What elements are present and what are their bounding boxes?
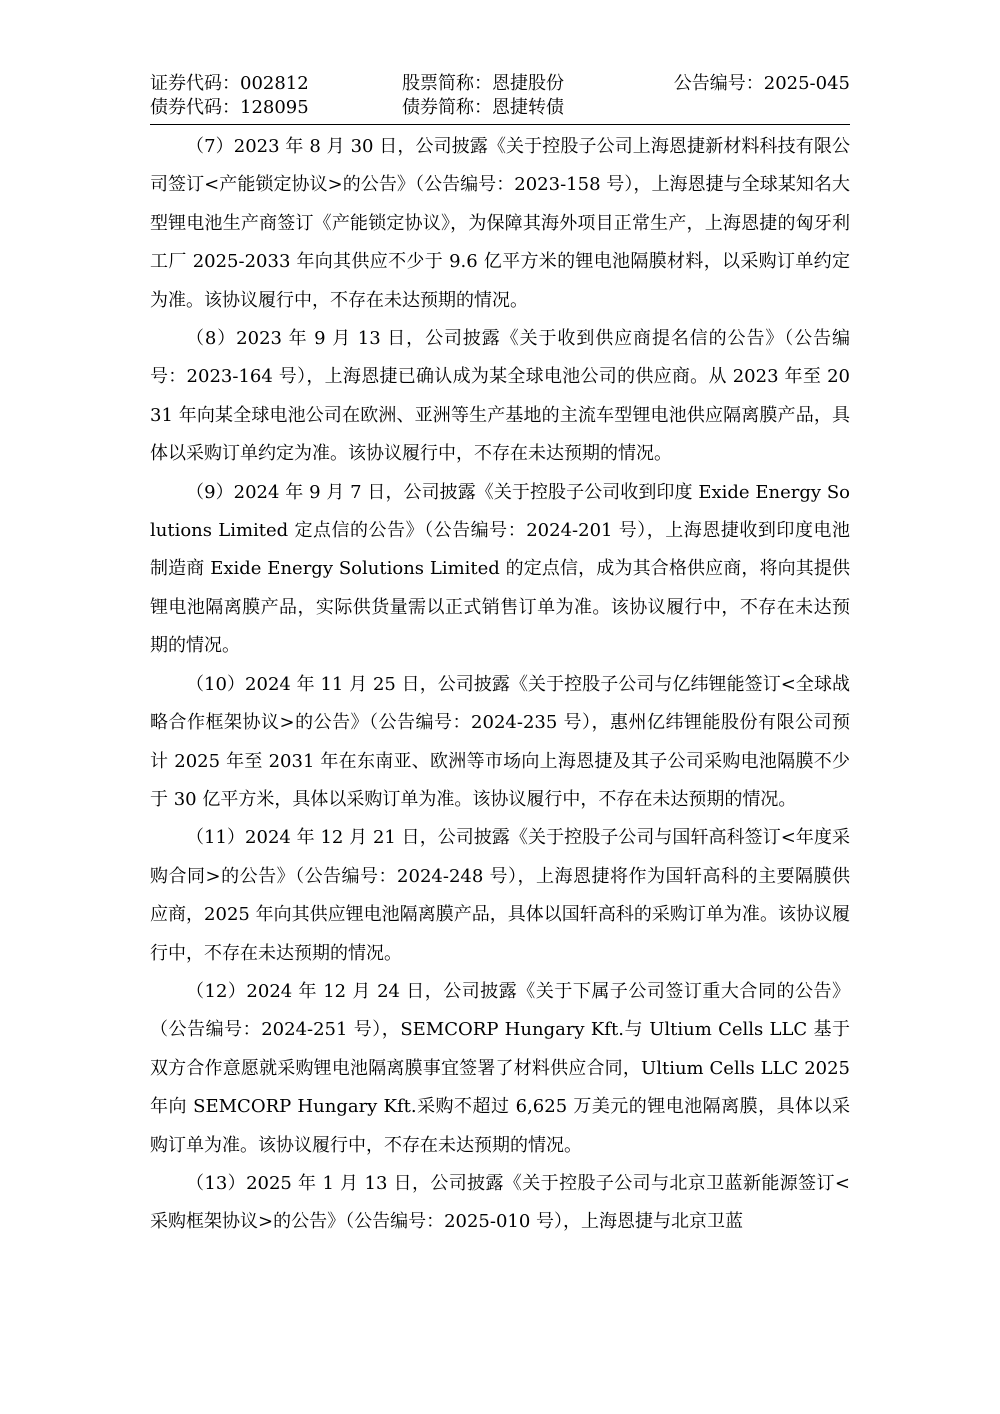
paragraph-item-12: （12）2024 年 12 月 24 日，公司披露《关于下属子公司签订重大合同的公告》（公告编号：2024-251 号），SEMCORP Hungary Kft.与 Ultium Cells LLC 基于双方合作意愿就采购锂电池隔离膜事宜签署了材料供应合同，Ultium Cells LLC 2025 年向 SEMCORP Hungary Kft.采购不超过 6,625 万美元的锂电池隔离膜，具体以采购订单为准。该协议履行中，不存在未达预期的情况。 — [150, 980, 850, 1156]
bond-name: 债券简称：恩捷转债 — [402, 97, 564, 118]
paragraph-item-8: （8）2023 年 9 月 13 日，公司披露《关于收到供应商提名信的公告》（公告编号：2023-164 号），上海恩捷已确认成为某全球电池公司的供应商。从 2023 年至 2031 年向某全球电池公司在欧洲、亚洲等生产基地的主流车型锂电池供应隔离膜产品，具体以采购订单约定为准。该协议履行中，不存在未达预期的情况。 — [150, 328, 850, 465]
page-header — [150, 72, 850, 120]
header-divider — [150, 124, 850, 125]
paragraph-item-7: （7）2023 年 8 月 30 日，公司披露《关于控股子公司上海恩捷新材料科技有限公司签订<产能锁定协议>的公告》（公告编号：2023-158 号），上海恩捷与全球某知名大型锂电池生产商签订《产能锁定协议》，为保障其海外项目正常生产，上海恩捷的匈牙利工厂 2025-2033 年向其供应不少于 9.6 亿平方米的锂电池隔膜材料，以采购订单约定为准。该协议履行中，不存在未达预期的情况。 — [150, 136, 850, 311]
bond-code: 债券代码：128095 — [150, 97, 309, 118]
paragraph-item-13: （13）2025 年 1 月 13 日，公司披露《关于控股子公司与北京卫蓝新能源签订<采购框架协议>的公告》（公告编号：2025-010 号），上海恩捷与北京卫蓝 — [150, 1172, 850, 1233]
stock-code: 证券代码：002812 — [150, 73, 309, 94]
document-body — [150, 128, 850, 1242]
announcement-number: 公告编号：2025-045 — [673, 73, 850, 94]
paragraph-item-10: （10）2024 年 11 月 25 日，公司披露《关于控股子公司与亿纬锂能签订<全球战略合作框架协议>的公告》（公告编号：2024-235 号），惠州亿纬锂能股份有限公司预计 2025 年至 2031 年在东南亚、欧洲等市场向上海恩捷及其子公司采购电池隔膜不少于 30 亿平方米，具体以采购订单为准。该协议履行中，不存在未达预期的情况。 — [150, 673, 850, 810]
stock-name: 股票简称：恩捷股份 — [402, 73, 564, 94]
paragraph-item-9: （9）2024 年 9 月 7 日，公司披露《关于控股子公司收到印度 Exide Energy Solutions Limited 定点信的公告》（公告编号：2024-201 号），上海恩捷收到印度电池制造商 Exide Energy Solutions Limited 的定点信，成为其合格供应商，将向其提供锂电池隔离膜产品，实际供货量需以正式销售订单为准。该协议履行中，不存在未达预期的情况。 — [150, 481, 850, 657]
header-row-stock — [150, 72, 850, 96]
paragraph-item-11: （11）2024 年 12 月 21 日，公司披露《关于控股子公司与国轩高科签订<年度采购合同>的公告》（公告编号：2024-248 号），上海恩捷将作为国轩高科的主要隔膜供应商，2025 年向其供应锂电池隔离膜产品，具体以国轩高科的采购订单为准。该协议履行中，不存在未达预期的情况。 — [150, 827, 850, 964]
header-row-bond — [150, 96, 850, 120]
